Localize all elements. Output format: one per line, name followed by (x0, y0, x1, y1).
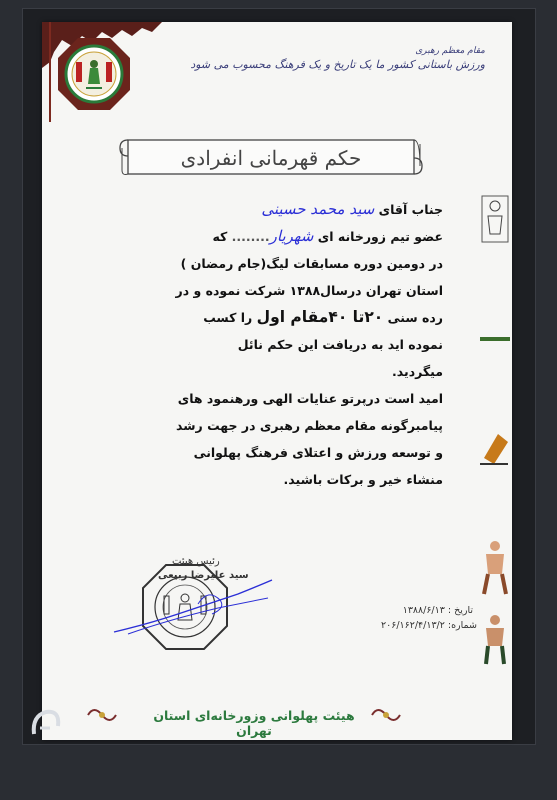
signature-name: سید علیرضا ربیعی (158, 570, 249, 581)
recipient-name: سید محمد حسینی (261, 200, 375, 218)
watermark-logo-icon (28, 706, 64, 742)
footer-ornament-right (370, 703, 402, 727)
federation-logo (56, 36, 132, 112)
fill-dots: ........ (231, 229, 270, 244)
side-illustration-shield (478, 428, 512, 468)
quote-text: ورزش باستانی کشور ما یک تاریخ و یک فرهنگ محسوب می شود (190, 58, 485, 71)
reference-number: شماره: ۲۰۶/۱۶۲/۴/۱۳/۲ (381, 620, 477, 631)
body-line-9: پیامبرگونه مقام معظم رهبری در جهت رشد (176, 418, 443, 433)
age-group-label: رده سنی (387, 310, 443, 325)
body-line-11: منشاء خیر و برکات باشید. (283, 472, 443, 487)
body-line-7: میگردید. (392, 364, 443, 379)
body-line-10: و توسعه ورزش و اعتلای فرهنگ پهلوانی (193, 445, 443, 460)
team-name: شهریار (269, 227, 314, 245)
rank-suffix: را کسب (203, 310, 253, 325)
body-line-3: در دومین دوره مسابقات لیگ(جام رمضان ) (180, 256, 443, 271)
signature-title: رئیس هیئت (172, 556, 220, 567)
body-line-4: استان تهران درسال۱۳۸۸ شرکت نموده و در (175, 283, 443, 298)
footer-ornament-left (86, 703, 118, 727)
body-line-8: امید است درپرتو عنایات الهی ورهنمود های (177, 391, 443, 406)
rank-text: ۲۰تا ۴۰مقام اول (256, 308, 384, 326)
handwritten-signature (108, 574, 278, 640)
footer-organization: هیئت پهلوانی وزورخانه‌ای استان تهران (153, 708, 355, 738)
team-prefix: عضو تیم زورخانه ای (317, 229, 443, 244)
side-illustration-athlete (478, 190, 512, 250)
certificate-title: حکم قهرمانی انفرادی (180, 146, 362, 170)
body-line-1 (123, 196, 443, 223)
side-illustration-wrestler (478, 538, 512, 598)
certificate-body (123, 196, 443, 493)
body-line-5 (123, 304, 443, 331)
leader-quote (185, 44, 485, 72)
body-line-2 (123, 223, 443, 250)
quote-author: مقام معظم رهبری (415, 46, 485, 56)
salutation: جناب آقای (378, 202, 443, 217)
team-suffix: که (212, 229, 228, 244)
side-illustration-band (478, 330, 512, 348)
side-illustration-wrestler-2 (478, 612, 512, 668)
issue-date: تاریخ : ۱۳۸۸/۶/۱۳ (402, 605, 473, 616)
body-line-6: نموده اید به دریافت این حکم نائل (237, 337, 443, 352)
